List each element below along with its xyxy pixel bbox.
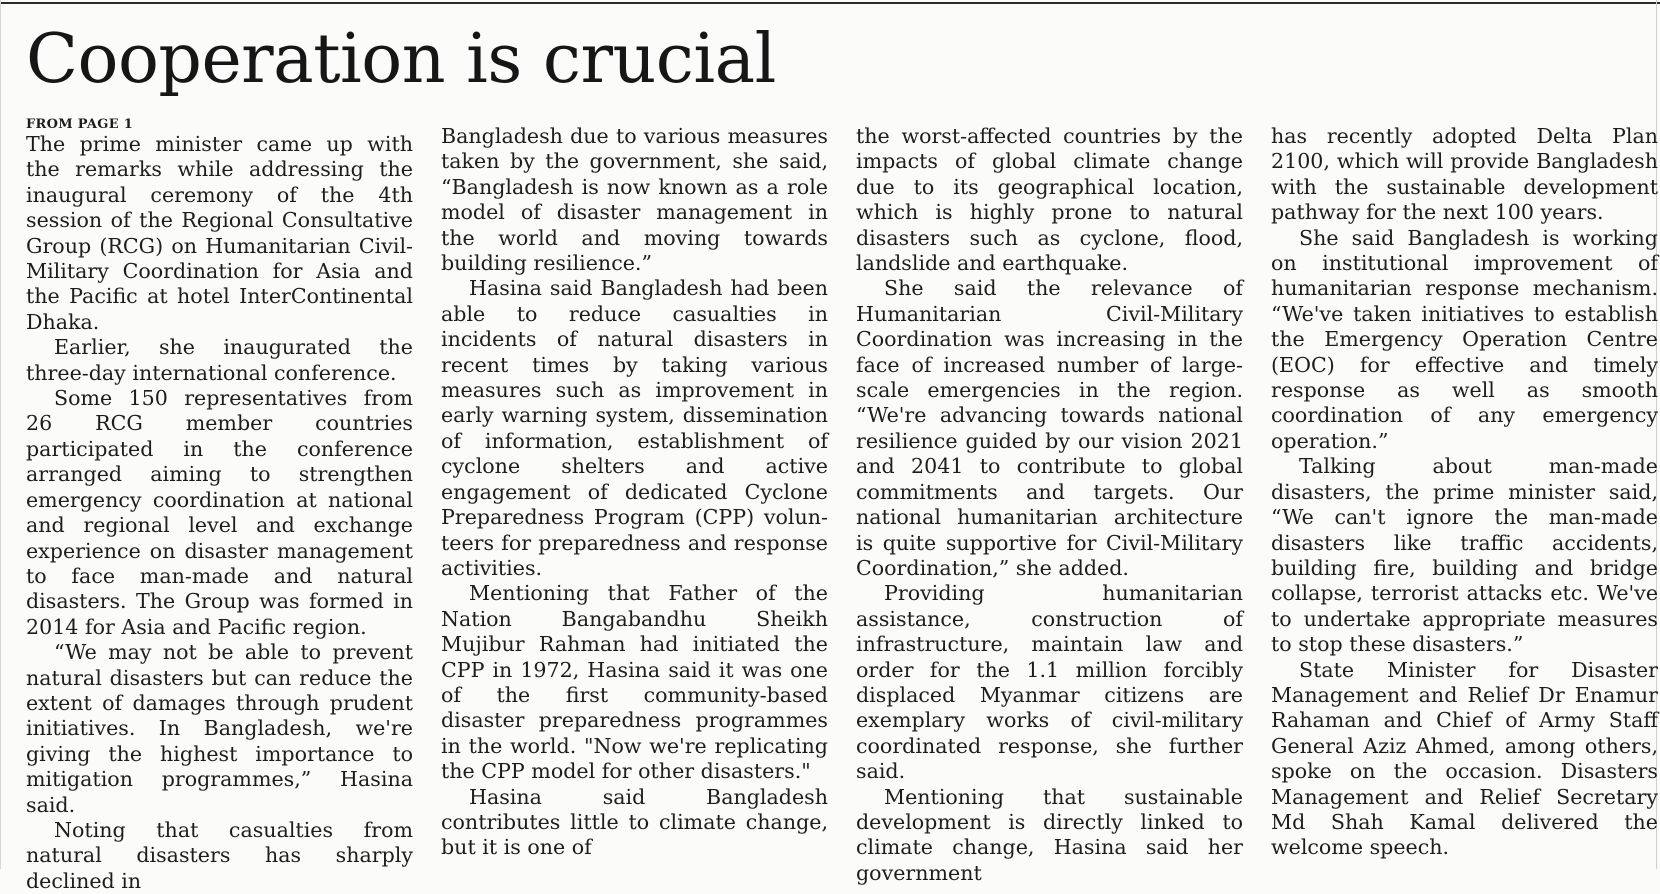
article-column-2 xyxy=(441,124,828,894)
article-paragraph: Mentioning that sustainable development is directly linked to climate change, Hasina said her government xyxy=(856,784,1243,885)
article-paragraph: She said the relevance of Humanitarian Civil-Military Coordination was increasing in the face of increased number of large-scale emergencies in the region. “We're advancing towards national resilience guided by our vision 2021 and 2041 to contribute to global commitments and targets. Our national humanitarian architecture is quite supportive for Civil-Military Coordination,” she added. xyxy=(856,276,1243,580)
article-column-1 xyxy=(26,117,413,894)
article-paragraph: She said Bangladesh is working on institutional improvement of humanitarian response mechanism. “We've taken initiatives to establish the Emergency Operation Centre (EOC) for effective and timely response as well as smooth coordination of any emergency operation.” xyxy=(1271,225,1658,453)
article-paragraph: Mentioning that Father of the Nation Bangabandhu Sheikh Mujibur Rahman had initiated the CPP in 1972, Hasina said it was one of the first community-based disaster preparedness programmes in the world. "Now we're replicating the CPP model for other disasters." xyxy=(441,581,828,784)
left-rule xyxy=(0,0,1,869)
article-paragraph: “We may not be able to prevent natural disasters but can reduce the extent of damages through prudent initiatives. In Bangladesh, we're giving the highest importance to mitigation programmes,” Hasina said. xyxy=(26,640,413,817)
article-body xyxy=(26,117,1658,893)
article-paragraph: Talking about man-made disasters, the prime minister said, “We can't ignore the man-made disasters like traffic accidents, building fire, building and bridge collapse, terrorist attacks etc. We've to undertake appropriate measures to stop these disasters.” xyxy=(1271,454,1658,657)
article-paragraph: Hasina said Bangladesh contributes little to climate change, but it is one of xyxy=(441,784,828,860)
article-paragraph: Some 150 representatives from 26 RCG member countries participated in the conference arranged aiming to strengthen emergency coordination at national and regional level and exchange experience on disaster management to face man-made and natural disasters. The Group was formed in 2014 for Asia and Pacific region. xyxy=(26,386,413,639)
article-paragraph: Earlier, she inaugurated the three-day international conference. xyxy=(26,335,413,385)
article-paragraph: Bangladesh due to various measures taken by the government, she said, “Bangladesh is now known as a role model of disaster management in the world and moving towards building resilience.” xyxy=(441,124,828,276)
top-rule xyxy=(0,2,1660,4)
article-column-4 xyxy=(1271,124,1658,894)
article-paragraph: Providing humanitarian assistance, construction of infrastructure, maintain law and order for the 1.1 million forcibly displaced Myanmar citizens are exemplary works of civil-military coordinated response, she further said. xyxy=(856,581,1243,784)
headline: Cooperation is crucial xyxy=(26,20,776,99)
from-page-kicker: FROM PAGE 1 xyxy=(26,117,134,132)
article-paragraph: Hasina said Bangladesh had been able to reduce casualties in incidents of natural disasters in recent times by taking various measures such as improvement in early warning system, dissemination of information, establishment of cyclone shelters and active engagement of dedicated Cyclone Preparedness Program (CPP) volunteers for preparedness and response activities. xyxy=(441,276,828,580)
article-paragraph: has recently adopted Delta Plan 2100, which will provide Bangladesh with the sustainable development pathway for the next 100 years. xyxy=(1271,124,1658,225)
article-column-3 xyxy=(856,124,1243,894)
article-paragraph: the worst-affected countries by the impacts of global climate change due to its geographical location, which is highly prone to natural disasters such as cyclone, flood, landslide and earthquake. xyxy=(856,124,1243,276)
article-paragraph: Noting that casualties from natural disasters has sharply declined in xyxy=(26,817,413,893)
article-paragraph: The prime minister came up with the remarks while addressing the inaugural ceremony of the 4th session of the Regional Consultative Group (RCG) on Humanitarian Civil-Military Coordination for Asia and the Pacific at hotel InterContinental Dhaka. xyxy=(26,132,413,334)
article-paragraph: State Minister for Disaster Management and Relief Dr Enamur Rahaman and Chief of Army Staff General Aziz Ahmed, among others, spoke on the occasion. Disasters Management and Relief Secretary Md Shah Kamal delivered the welcome speech. xyxy=(1271,657,1658,860)
